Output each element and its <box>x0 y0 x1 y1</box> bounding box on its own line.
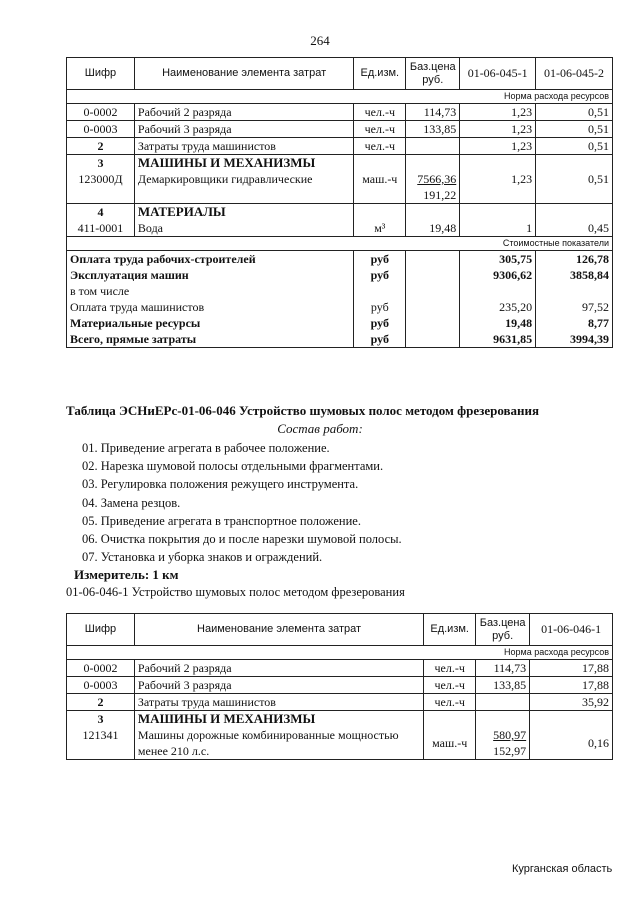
cell-name: Машины дорожные комбинированные мощностью менее 210 л.с. <box>134 727 423 760</box>
cell-price <box>406 171 460 204</box>
cost-row <box>67 315 613 331</box>
cell-v1: 35,92 <box>530 694 613 711</box>
header-shifr: Шифр <box>67 58 135 90</box>
cell-v2: 0,51 <box>536 121 613 138</box>
cost-v2: 3994,39 <box>536 331 613 348</box>
cell-v1: 1,23 <box>460 104 536 121</box>
cost-unit: руб <box>354 267 406 283</box>
section-row <box>67 155 613 172</box>
table-row <box>67 660 613 677</box>
cell-price: 114,73 <box>406 104 460 121</box>
cell-v1: 1 <box>460 220 536 237</box>
cell-name: Вода <box>134 220 353 237</box>
cost-v1: 9306,62 <box>460 267 536 283</box>
section-row <box>67 204 613 221</box>
cost-unit: руб <box>354 299 406 315</box>
list-item: 01. Приведение агрегата в рабочее положение. <box>82 441 330 455</box>
header-price: Баз.цена руб. <box>476 614 530 646</box>
cell-name: Демаркировщики гидравлические <box>134 171 353 204</box>
cell-unit: маш.-ч <box>354 171 406 204</box>
cost-name: Оплата труда рабочих-строителей <box>67 251 354 268</box>
header-name: Наименование элемента затрат <box>134 614 423 646</box>
cost-v1: 305,75 <box>460 251 536 268</box>
norm-label: Норма расхода ресурсов <box>67 646 613 660</box>
cost-unit: руб <box>354 331 406 348</box>
cost-name: Оплата труда машинистов <box>67 299 354 315</box>
cost-v1: 235,20 <box>460 299 536 315</box>
cost-v1: 19,48 <box>460 315 536 331</box>
cell-code: 411-0001 <box>67 220 135 237</box>
cell-unit: м³ <box>354 220 406 237</box>
price-main: 7566,36 <box>417 172 457 186</box>
list-item: 03. Регулировка положения режущего инструмента. <box>82 477 359 492</box>
cell-unit: чел.-ч <box>354 138 406 155</box>
cell-unit: чел.-ч <box>424 660 476 677</box>
cost-name: Материальные ресурсы <box>67 315 354 331</box>
table-row <box>67 104 613 121</box>
work-composition-label: Состав работ: <box>277 421 363 436</box>
cell-code: 2 <box>67 138 135 155</box>
section-heading: Таблица ЭСНиЕРс-01-06-046 Устройство шумовых полос методом фрезерования <box>66 403 540 418</box>
cell-name: Рабочий 2 разряда <box>134 104 353 121</box>
cost-v2: 126,78 <box>536 251 613 268</box>
cell-v2: 0,51 <box>536 138 613 155</box>
section-title: МАТЕРИАЛЫ <box>134 204 353 221</box>
work-steps-list <box>82 439 402 566</box>
price-secondary: 152,97 <box>493 744 527 758</box>
norm-label: Норма расхода ресурсов <box>67 90 613 104</box>
price-main: 580,97 <box>493 728 527 742</box>
cost-v2: 97,52 <box>536 299 613 315</box>
cost-v2: 3858,84 <box>536 267 613 283</box>
cost-v2: 8,77 <box>536 315 613 331</box>
resource-table-2 <box>66 613 613 760</box>
cell-code: 0-0003 <box>67 677 135 694</box>
header-price: Баз.цена руб. <box>406 58 460 90</box>
cell-name: Рабочий 3 разряда <box>134 121 353 138</box>
cost-row <box>67 251 613 268</box>
section-number: 3 <box>67 155 135 172</box>
section-title: МАШИНЫ И МЕХАНИЗМЫ <box>134 711 423 728</box>
table-row <box>67 138 613 155</box>
cell-unit: маш.-ч <box>424 727 476 760</box>
cell-price <box>476 727 530 760</box>
cell-code: 121341 <box>67 727 135 760</box>
header-col1: 01-06-046-1 <box>530 614 613 646</box>
cell-price <box>406 138 460 155</box>
cost-row <box>67 331 613 348</box>
table-row <box>67 121 613 138</box>
footer-region: Курганская область <box>512 863 613 875</box>
page-number: 264 <box>310 33 330 48</box>
cost-row <box>67 299 613 315</box>
cell-v1: 1,23 <box>460 121 536 138</box>
cost-row <box>67 283 613 299</box>
cell-v2: 0,51 <box>536 104 613 121</box>
cell-unit: чел.-ч <box>424 694 476 711</box>
table-row <box>67 727 613 760</box>
header-col1: 01-06-045-1 <box>460 58 536 90</box>
cell-price: 114,73 <box>476 660 530 677</box>
list-item: 05. Приведение агрегата в транспортное положение. <box>82 513 361 528</box>
cell-name: Рабочий 2 разряда <box>134 660 423 677</box>
cell-v2: 0,45 <box>536 220 613 237</box>
cell-unit: чел.-ч <box>354 104 406 121</box>
cell-unit: чел.-ч <box>424 677 476 694</box>
header-unit: Ед.изм. <box>354 58 406 90</box>
cell-name: Затраты труда машинистов <box>134 694 423 711</box>
list-item: 04. Замена резцов. <box>82 495 181 510</box>
price-secondary: 191,22 <box>423 188 457 202</box>
table-row <box>67 220 613 237</box>
measure-unit: Измеритель: 1 км <box>74 567 179 582</box>
section-title: МАШИНЫ И МЕХАНИЗМЫ <box>134 155 353 172</box>
cost-label: Стоимостные показатели <box>67 237 613 251</box>
cell-price <box>476 694 530 711</box>
header-shifr: Шифр <box>67 614 135 646</box>
list-item: 07. Установка и уборка знаков и ограждений. <box>82 550 323 565</box>
cell-code: 123000Д <box>67 171 135 204</box>
header-unit: Ед.изм. <box>424 614 476 646</box>
resource-table-1 <box>66 57 613 348</box>
cell-price: 133,85 <box>476 677 530 694</box>
cell-code: 2 <box>67 694 135 711</box>
table-row <box>67 171 613 204</box>
list-item: 06. Очистка покрытия до и после нарезки шумовой полосы. <box>82 532 402 547</box>
cell-price: 19,48 <box>406 220 460 237</box>
section-number: 4 <box>67 204 135 221</box>
cell-price: 133,85 <box>406 121 460 138</box>
cell-unit: чел.-ч <box>354 121 406 138</box>
table-row <box>67 694 613 711</box>
cell-name: Рабочий 3 разряда <box>134 677 423 694</box>
cell-code: 0-0002 <box>67 660 135 677</box>
cell-name: Затраты труда машинистов <box>134 138 353 155</box>
cost-name: Всего, прямые затраты <box>67 331 354 348</box>
section-number: 3 <box>67 711 135 728</box>
cell-v2: 0,51 <box>536 171 613 204</box>
cell-v1: 17,88 <box>530 677 613 694</box>
section-row <box>67 711 613 728</box>
cell-v1: 1,23 <box>460 171 536 204</box>
cell-code: 0-0003 <box>67 121 135 138</box>
cell-code: 0-0002 <box>67 104 135 121</box>
cell-v1: 17,88 <box>530 660 613 677</box>
table-row <box>67 677 613 694</box>
cost-row <box>67 267 613 283</box>
header-name: Наименование элемента затрат <box>134 58 353 90</box>
cost-name: Эксплуатация машин <box>67 267 354 283</box>
rate-code-line: 01-06-046-1 Устройство шумовых полос методом фрезерования <box>66 585 405 599</box>
list-item: 02. Нарезка шумовой полосы отдельными фрагментами. <box>82 459 384 474</box>
cell-v1: 0,16 <box>530 727 613 760</box>
cost-unit: руб <box>354 251 406 268</box>
cost-name: в том числе <box>67 283 354 299</box>
cost-v1: 9631,85 <box>460 331 536 348</box>
header-col2: 01-06-045-2 <box>536 58 613 90</box>
cost-unit: руб <box>354 315 406 331</box>
cell-v1: 1,23 <box>460 138 536 155</box>
